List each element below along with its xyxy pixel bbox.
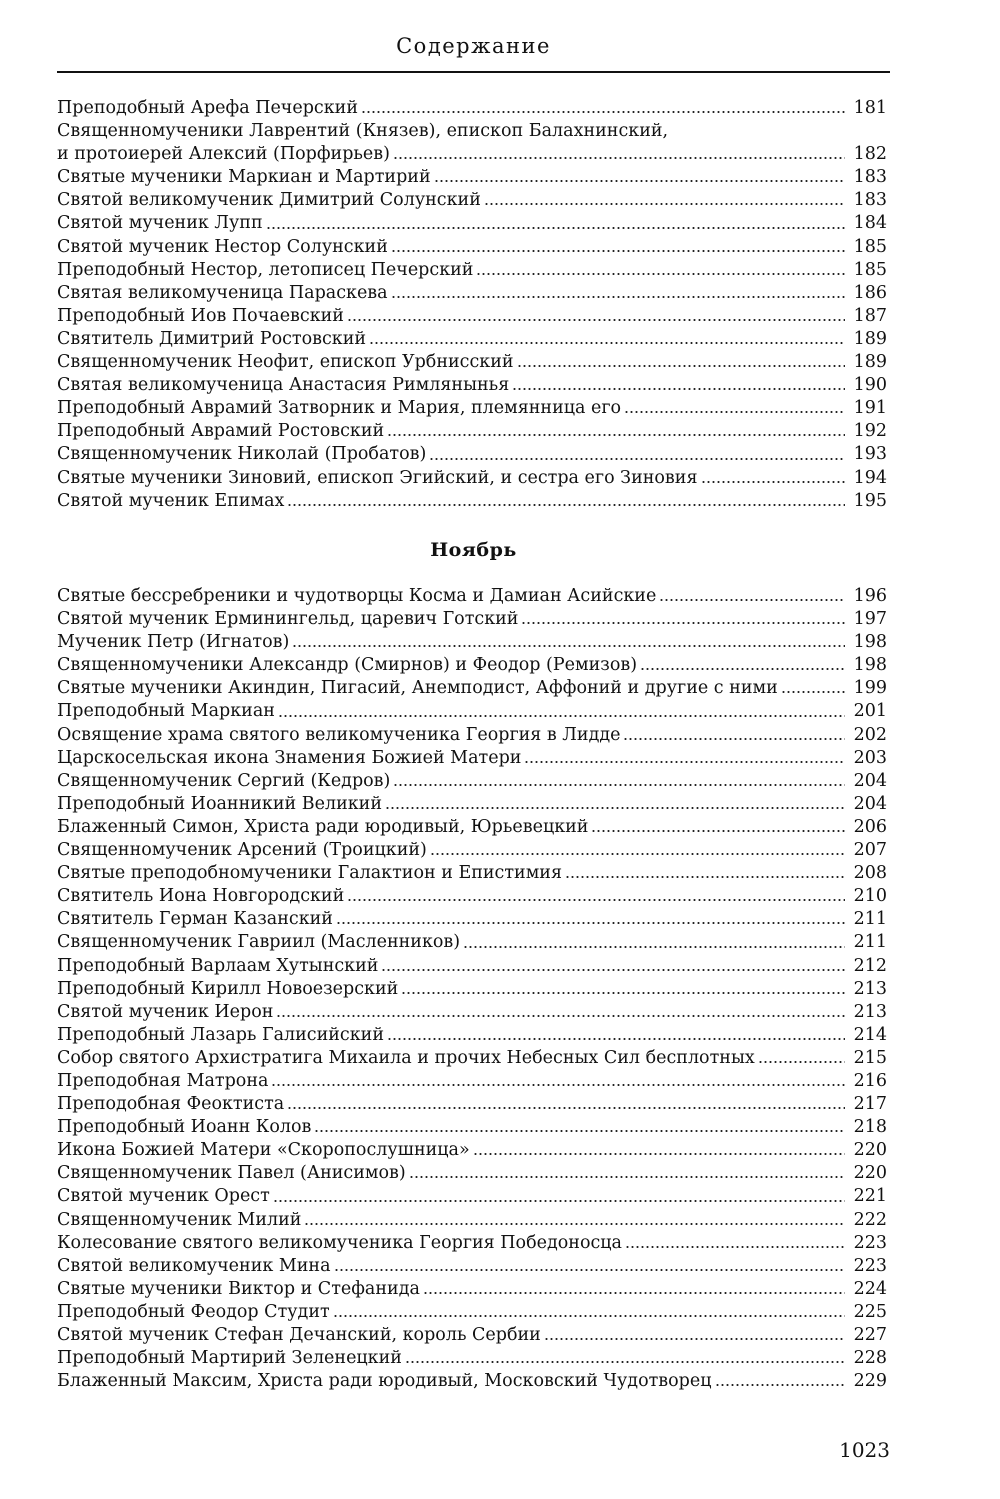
dot-leader xyxy=(266,226,845,230)
dot-leader xyxy=(521,621,845,625)
dot-leader xyxy=(304,1222,845,1226)
dot-leader xyxy=(758,1060,845,1064)
toc-entry xyxy=(57,608,887,631)
toc-entry-title: Священномученик Сергий (Кедров) xyxy=(57,770,391,791)
toc-entry xyxy=(57,351,887,374)
toc-entry-page: 229 xyxy=(853,1371,887,1392)
toc-entry-title: Священномученик Милий xyxy=(57,1209,302,1230)
dot-leader xyxy=(701,480,846,484)
toc-entry xyxy=(57,793,887,816)
toc-entry-title: Преподобный Кирилл Новоезерский xyxy=(57,978,399,999)
toc-entry-title: Освящение храма святого великомученика Георгия в Лидде xyxy=(57,724,621,745)
toc-entry-page: 190 xyxy=(853,375,887,396)
dot-leader xyxy=(287,1106,845,1110)
toc-entry-page: 185 xyxy=(853,236,887,257)
toc-entry-page: 223 xyxy=(853,1232,887,1253)
toc-entry-title: Священномученик Павел (Анисимов) xyxy=(57,1163,406,1184)
toc-entry-page: 204 xyxy=(853,793,887,814)
toc-entry-title: Царскосельская икона Знамения Божией Матери xyxy=(57,747,522,768)
toc-entry-title: Святые мученики Акиндин, Пигасий, Анемподист, Аффоний и другие с ними xyxy=(57,678,778,699)
toc-entry-page: 181 xyxy=(853,98,887,118)
dot-leader xyxy=(512,387,845,391)
dot-leader xyxy=(391,249,845,253)
toc-entry-page: 193 xyxy=(853,444,887,465)
dot-leader xyxy=(640,667,845,671)
toc-entry-page: 183 xyxy=(853,190,887,211)
toc-entry-page: 227 xyxy=(853,1325,887,1345)
dot-leader xyxy=(625,1245,845,1249)
toc-entry-title: Святой великомученик Димитрий Солунский xyxy=(57,190,481,211)
dot-leader xyxy=(287,503,845,507)
dot-leader xyxy=(314,1129,845,1133)
dot-leader xyxy=(278,714,845,718)
toc-entry-page: 198 xyxy=(853,655,887,676)
toc-entry-page: 192 xyxy=(853,421,887,442)
toc-entry-title: Преподобный Маркиан xyxy=(57,701,275,722)
toc-entry xyxy=(57,931,887,954)
toc-entry xyxy=(57,1185,887,1208)
dot-leader xyxy=(429,457,845,461)
toc-list-october xyxy=(57,97,887,513)
dot-leader xyxy=(409,1175,845,1179)
toc-entry-title: Колесование святого великомученика Георгия Победоносца xyxy=(57,1232,622,1253)
dot-leader xyxy=(623,737,845,741)
toc-entry xyxy=(57,1232,887,1255)
toc-entry-title: Преподобный Нестор, летописец Печерский xyxy=(57,259,474,280)
toc-entry xyxy=(57,236,887,259)
toc-entry-page: 206 xyxy=(853,816,887,837)
toc-entry xyxy=(57,862,887,885)
toc-entry xyxy=(57,839,887,862)
dot-leader xyxy=(405,1360,845,1364)
toc-entry-title: Преподобный Аврамий Затворник и Мария, племянница его xyxy=(57,398,622,419)
dot-leader xyxy=(715,1383,846,1387)
dot-leader xyxy=(347,318,845,322)
dot-leader xyxy=(544,1337,845,1341)
dot-leader xyxy=(659,598,845,602)
dot-leader xyxy=(393,783,845,787)
dot-leader xyxy=(333,1314,845,1318)
toc-entry xyxy=(57,1278,887,1301)
dot-leader xyxy=(276,1014,845,1018)
toc-entry-title: Преподобная Феоктиста xyxy=(57,1094,285,1115)
toc-entry xyxy=(57,120,887,166)
toc-entry xyxy=(57,374,887,397)
dot-leader xyxy=(387,1037,845,1041)
dot-leader xyxy=(271,1083,845,1087)
toc-entry-page: 220 xyxy=(853,1140,887,1161)
dot-leader xyxy=(781,690,845,694)
toc-entry-page: 189 xyxy=(853,352,887,373)
dot-leader xyxy=(381,968,845,972)
toc-entry-page: 215 xyxy=(853,1047,887,1068)
toc-entry xyxy=(57,443,887,466)
dot-leader xyxy=(473,1152,845,1156)
toc-entry xyxy=(57,1024,887,1047)
toc-entry xyxy=(57,259,887,282)
toc-entry-page: 198 xyxy=(853,632,887,653)
toc-entry xyxy=(57,1209,887,1232)
page-number: 1023 xyxy=(839,1438,890,1462)
toc-list-november xyxy=(57,585,887,1393)
toc-entry-page: 214 xyxy=(853,1024,887,1045)
toc-entry xyxy=(57,955,887,978)
dot-leader xyxy=(347,898,845,902)
toc-entry-title: Блаженный Максим, Христа ради юродивый, Московский Чудотворец xyxy=(57,1371,712,1392)
dot-leader xyxy=(591,829,845,833)
dot-leader xyxy=(385,806,845,810)
toc-entry-title: Мученик Петр (Игнатов) xyxy=(57,632,290,653)
dot-leader xyxy=(463,945,845,949)
toc-entry-page: 211 xyxy=(853,932,887,953)
toc-entry-title: Святой мученик Епимах xyxy=(57,490,285,511)
toc-entry xyxy=(57,328,887,351)
dot-leader xyxy=(401,991,845,995)
toc-entry-title: и протоиерей Алексий (Порфирьев) xyxy=(57,144,390,165)
dot-leader xyxy=(484,202,845,206)
dot-leader xyxy=(361,110,845,114)
toc-entry xyxy=(57,700,887,723)
toc-entry xyxy=(57,1070,887,1093)
toc-entry-title: Преподобный Иов Почаевский xyxy=(57,305,344,326)
toc-entry-page: 203 xyxy=(853,747,887,768)
toc-entry-title: Священномученик Неофит, епископ Урбнисский xyxy=(57,352,514,373)
toc-entry xyxy=(57,1347,887,1370)
toc-entry xyxy=(57,420,887,443)
toc-entry-title: Святые преподобномученики Галактион и Епистимия xyxy=(57,863,563,884)
toc-entry xyxy=(57,770,887,793)
header-rule xyxy=(57,71,890,73)
toc-entry xyxy=(57,212,887,235)
toc-entry xyxy=(57,885,887,908)
toc-entry-page: 204 xyxy=(853,770,887,791)
dot-leader xyxy=(369,341,845,345)
toc-entry-page: 189 xyxy=(853,328,887,349)
toc-entry-title: Преподобный Иоанникий Великий xyxy=(57,793,382,814)
toc-entry xyxy=(57,1093,887,1116)
toc-entry-title: Святой мученик Стефан Дечанский, король Сербии xyxy=(57,1325,541,1345)
toc-entry xyxy=(57,189,887,212)
toc-entry-title: Святитель Иона Новгородский xyxy=(57,886,345,907)
toc-entry xyxy=(57,1301,887,1324)
toc-entry xyxy=(57,1139,887,1162)
toc-entry-page: 207 xyxy=(853,840,887,861)
toc-entry-title: Святой мученик Орест xyxy=(57,1186,270,1207)
dot-leader xyxy=(476,272,845,276)
toc-entry-title: Священномученик Николай (Пробатов) xyxy=(57,444,427,465)
toc-entry-page: 223 xyxy=(853,1255,887,1276)
toc-entry-page: 213 xyxy=(853,978,887,999)
toc-entry-title: Преподобный Лазарь Галисийский xyxy=(57,1024,384,1045)
toc-entry-page: 225 xyxy=(853,1301,887,1322)
running-head: Содержание xyxy=(396,34,551,58)
toc-entry xyxy=(57,816,887,839)
dot-leader xyxy=(430,852,845,856)
toc-entry-title: Икона Божией Матери «Скоропослушница» xyxy=(57,1140,470,1161)
toc-entry-page: 216 xyxy=(853,1070,887,1091)
dot-leader xyxy=(423,1291,845,1295)
toc-entry xyxy=(57,282,887,305)
toc-entry xyxy=(57,724,887,747)
toc-entry-title: Преподобный Мартирий Зеленецкий xyxy=(57,1348,402,1369)
toc-entry-page: 217 xyxy=(853,1094,887,1115)
dot-leader xyxy=(273,1199,845,1203)
toc-entry-page: 195 xyxy=(853,490,887,511)
toc-entry-title: Преподобный Феодор Студит xyxy=(57,1301,330,1322)
toc-entry-title: Святой мученик Иерон xyxy=(57,1001,274,1022)
toc-entry-page: 222 xyxy=(853,1209,887,1230)
toc-entry xyxy=(57,747,887,770)
toc-entry-title: Святые мученики Маркиан и Мартирий xyxy=(57,167,431,188)
toc-entry-title: Священномученик Арсений (Троицкий) xyxy=(57,840,427,861)
toc-entry-title: Святой мученик Нестор Солунский xyxy=(57,236,388,257)
toc-entry xyxy=(57,677,887,700)
toc-entry-page: 184 xyxy=(853,213,887,234)
toc-entry-title: Святитель Герман Казанский xyxy=(57,909,333,930)
toc-entry xyxy=(57,908,887,931)
dot-leader xyxy=(434,179,845,183)
toc-entry-page: 208 xyxy=(853,863,887,884)
toc-entry-page: 194 xyxy=(853,467,887,488)
toc-entry xyxy=(57,97,887,120)
dot-leader xyxy=(292,644,845,648)
toc-entry xyxy=(57,585,887,608)
toc-entry xyxy=(57,1255,887,1278)
toc-entry-page: 186 xyxy=(853,282,887,303)
toc-entry-title: Преподобный Варлаам Хутынский xyxy=(57,955,379,976)
toc-entry-page: 185 xyxy=(853,259,887,280)
toc-entry-page: 199 xyxy=(853,678,887,699)
toc-entry-title: Священномученики Александр (Смирнов) и Феодор (Ремизов) xyxy=(57,655,638,676)
toc-entry-page: 187 xyxy=(853,305,887,326)
toc-entry-title: Святой мученик Лупп xyxy=(57,213,263,234)
toc-entry-title: Преподобная Матрона xyxy=(57,1070,269,1091)
toc-entry-page: 218 xyxy=(853,1117,887,1138)
toc-entry-title: Святая великомученица Анастасия Римлянынья xyxy=(57,375,510,396)
toc-entry-title: Преподобный Иоанн Колов xyxy=(57,1117,312,1138)
toc-entry-page: 201 xyxy=(853,701,887,722)
dot-leader xyxy=(334,1268,845,1272)
toc-entry-title: Святая великомученица Параскева xyxy=(57,282,388,303)
toc-entry-title: Святитель Димитрий Ростовский xyxy=(57,328,367,349)
toc-entry xyxy=(57,166,887,189)
toc-entry-title: Святые бессребреники и чудотворцы Косма и Дамиан Асийские xyxy=(57,586,657,606)
toc-entry-title: Святой великомученик Мина xyxy=(57,1255,331,1276)
dot-leader xyxy=(391,295,845,299)
toc-entry-page: 197 xyxy=(853,609,887,630)
toc-entry xyxy=(57,1370,887,1393)
toc-entry-title-line1: Священномученики Лаврентий (Князев), епископ Балахнинский, xyxy=(57,121,669,142)
toc-entry xyxy=(57,467,887,490)
dot-leader xyxy=(336,921,845,925)
toc-entry-title: Преподобный Арефа Печерский xyxy=(57,98,359,118)
toc-entry-page: 224 xyxy=(853,1278,887,1299)
toc-entry xyxy=(57,1324,887,1347)
toc-entry-page: 191 xyxy=(853,398,887,419)
toc-entry-page: 220 xyxy=(853,1163,887,1184)
toc-entry xyxy=(57,397,887,420)
toc-entry-page: 182 xyxy=(853,144,887,165)
toc-entry-title: Святые мученики Зиновий, епископ Эгийский, и сестра его Зиновия xyxy=(57,467,698,488)
toc-entry-title: Священномученик Гавриил (Масленников) xyxy=(57,932,461,953)
toc-entry xyxy=(57,490,887,513)
dot-leader xyxy=(393,156,845,160)
toc-entry-page: 221 xyxy=(853,1186,887,1207)
dot-leader xyxy=(565,875,845,879)
toc-entry-page: 183 xyxy=(853,167,887,188)
toc-entry-page: 196 xyxy=(853,586,887,606)
toc-entry xyxy=(57,978,887,1001)
toc-entry xyxy=(57,631,887,654)
toc-entry xyxy=(57,654,887,677)
dot-leader xyxy=(517,364,845,368)
toc-entry-page: 212 xyxy=(853,955,887,976)
toc-entry xyxy=(57,305,887,328)
toc-entry xyxy=(57,1001,887,1024)
toc-entry-page: 202 xyxy=(853,724,887,745)
toc-entry-title: Собор святого Архистратига Михаила и прочих Небесных Сил бесплотных xyxy=(57,1047,755,1068)
toc-entry-page: 211 xyxy=(853,909,887,930)
toc-entry xyxy=(57,1047,887,1070)
section-heading-november: Ноябрь xyxy=(430,539,517,561)
toc-entry-page: 228 xyxy=(853,1348,887,1369)
toc-entry-title: Святые мученики Виктор и Стефанида xyxy=(57,1278,420,1299)
toc-entry-page: 213 xyxy=(853,1001,887,1022)
dot-leader xyxy=(387,433,845,437)
toc-entry-title: Преподобный Аврамий Ростовский xyxy=(57,421,385,442)
dot-leader xyxy=(524,760,845,764)
toc-entry-title: Блаженный Симон, Христа ради юродивый, Юрьевецкий xyxy=(57,816,589,837)
toc-entry-page: 210 xyxy=(853,886,887,907)
toc-entry xyxy=(57,1162,887,1185)
toc-entry-title: Святой мученик Ерминингельд, царевич Готский xyxy=(57,609,519,630)
dot-leader xyxy=(624,410,845,414)
toc-entry xyxy=(57,1116,887,1139)
